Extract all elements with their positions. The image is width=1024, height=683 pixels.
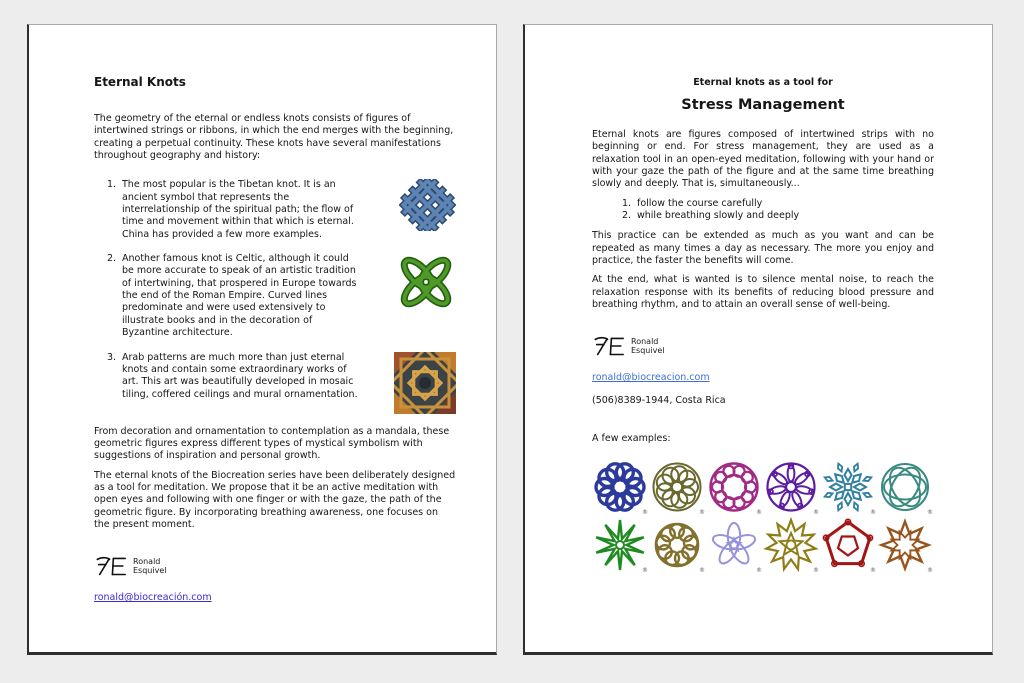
brown-eight-point-star-knot — [877, 517, 933, 573]
green-starburst-knot — [592, 517, 648, 573]
gold-ring-knot — [649, 517, 705, 573]
practice-steps-list — [622, 198, 934, 223]
svg-text:®: ® — [699, 567, 705, 574]
re-monogram-icon — [592, 335, 626, 357]
list-number: 2. — [107, 253, 117, 265]
svg-text:®: ® — [642, 567, 648, 574]
knot-history-list — [107, 179, 456, 413]
tibetan-knot-image — [399, 179, 456, 231]
examples-label: A few examples: — [592, 433, 671, 445]
signature-name — [631, 337, 664, 355]
red-pentagon-knot — [820, 517, 876, 573]
page-right — [523, 24, 993, 655]
list-item-text: Another famous knot is Celtic, although it could be more accurate to speak of an artistic tradition of intertwining, that prospered in Europe towards the end of the Roman Empire. Curved lines predominate and were used extensively to illustrate books and in the decoration of Byzantine architecture. — [122, 253, 357, 339]
benefits-paragraph: At the end, what is wanted is to silence mental noise, to reach the relaxation response with its benefits of reducing blood pressure and breathing rhythm, and to attain an overall sense of well-being. — [592, 274, 934, 311]
signature-first-name: Ronald — [631, 337, 659, 347]
steelblue-snowflake-knot — [820, 459, 876, 515]
stress-intro-paragraph: Eternal knots are figures composed of intertwined strips with no beginning or end. For stress management, they are used as a relaxation tool in an open-eyed meditation, following with your hand or with your gaze the path of the figure and at the same time breathing slowly and deeply. That is, simultaneously... — [592, 129, 934, 190]
list-number: 2. — [622, 210, 632, 222]
signature-logo — [592, 335, 934, 357]
list-number: 3. — [107, 351, 117, 363]
svg-text:®: ® — [870, 567, 876, 574]
intro-paragraph: The geometry of the eternal or endless knots consists of figures of intertwined strings or ribbons, in which the end merges with the beginning, creating a perpetual continuity. These knots have several manifestations throughout geography and history: — [94, 113, 454, 162]
list-item — [107, 352, 456, 414]
list-item — [107, 253, 456, 339]
list-number: 1. — [107, 179, 117, 191]
list-item-text: follow the course carefully — [637, 197, 763, 209]
signature-last-name: Esquivel — [133, 566, 167, 576]
svg-text:®: ® — [870, 509, 876, 516]
list-item — [622, 198, 934, 210]
practice-paragraph: This practice can be extended as much as you want and can be repeated as many times a day as necessary. The more you enjoy and practice, the faster the benefits will come. — [592, 230, 934, 267]
page-title: Eternal Knots — [94, 75, 186, 89]
page-left — [27, 24, 497, 655]
list-number: 1. — [622, 197, 632, 209]
arab-mosaic-image — [394, 352, 456, 414]
svg-text:®: ® — [927, 567, 933, 574]
page-title: Stress Management — [681, 97, 845, 113]
re-monogram-icon — [94, 555, 128, 577]
magenta-interlace-knot — [706, 459, 762, 515]
phone-text: (506)8389-1944, Costa Rica — [592, 395, 726, 407]
mandala-paragraph: From decoration and ornamentation to contemplation as a mandala, these geometric figures express different types of mystical symbolism with suggestions of inspiration and personal growth. — [94, 425, 450, 462]
celtic-knot-image — [396, 253, 456, 311]
email-link[interactable]: ronald@biocreación.com — [94, 592, 212, 604]
svg-text:®: ® — [813, 509, 819, 516]
olive-mesh-knot — [649, 459, 705, 515]
list-item — [622, 210, 934, 222]
svg-text:®: ® — [642, 509, 648, 516]
biocreation-paragraph: The eternal knots of the Biocreation series have been deliberately designed as a tool for meditation. We propose that it be an active meditation with open eyes and following with one finger or with the gaze, the path of the geometric figure. By incorporating breathing awareness, one focuses on the present moment. — [94, 469, 456, 530]
lavender-flower-knot — [706, 517, 762, 573]
signature-name — [133, 557, 166, 575]
teal-overlap-circles-knot — [877, 459, 933, 515]
blue-wreath-knot — [592, 459, 648, 515]
signature-last-name: Esquivel — [631, 346, 665, 356]
email-link[interactable]: ronald@biocreacion.com — [592, 372, 710, 384]
svg-text:®: ® — [813, 567, 819, 574]
svg-text:®: ® — [756, 567, 762, 574]
svg-text:®: ® — [699, 509, 705, 516]
list-item — [107, 179, 456, 241]
examples-grid — [592, 459, 934, 575]
list-item-text: while breathing slowly and deeply — [637, 210, 800, 222]
olive-star-crown-knot — [763, 517, 819, 573]
svg-text:®: ® — [756, 509, 762, 516]
signature-logo — [94, 555, 456, 577]
purple-spoke-knot — [763, 459, 819, 515]
svg-text:®: ® — [927, 509, 933, 516]
signature-first-name: Ronald — [133, 557, 161, 567]
list-item-text: Arab patterns are much more than just eternal knots and contain some extraordinary works of art. This art was beautifully developed in mosaic tiling, coffered ceilings and mural ornamentation. — [122, 351, 358, 400]
list-item-text: The most popular is the Tibetan knot. It is an ancient symbol that represents the interrelationship of the spiritual path; the flow of time and movement within that which is eternal. China has provided a few more examples. — [122, 179, 354, 240]
page-kicker: Eternal knots as a tool for — [693, 77, 833, 88]
